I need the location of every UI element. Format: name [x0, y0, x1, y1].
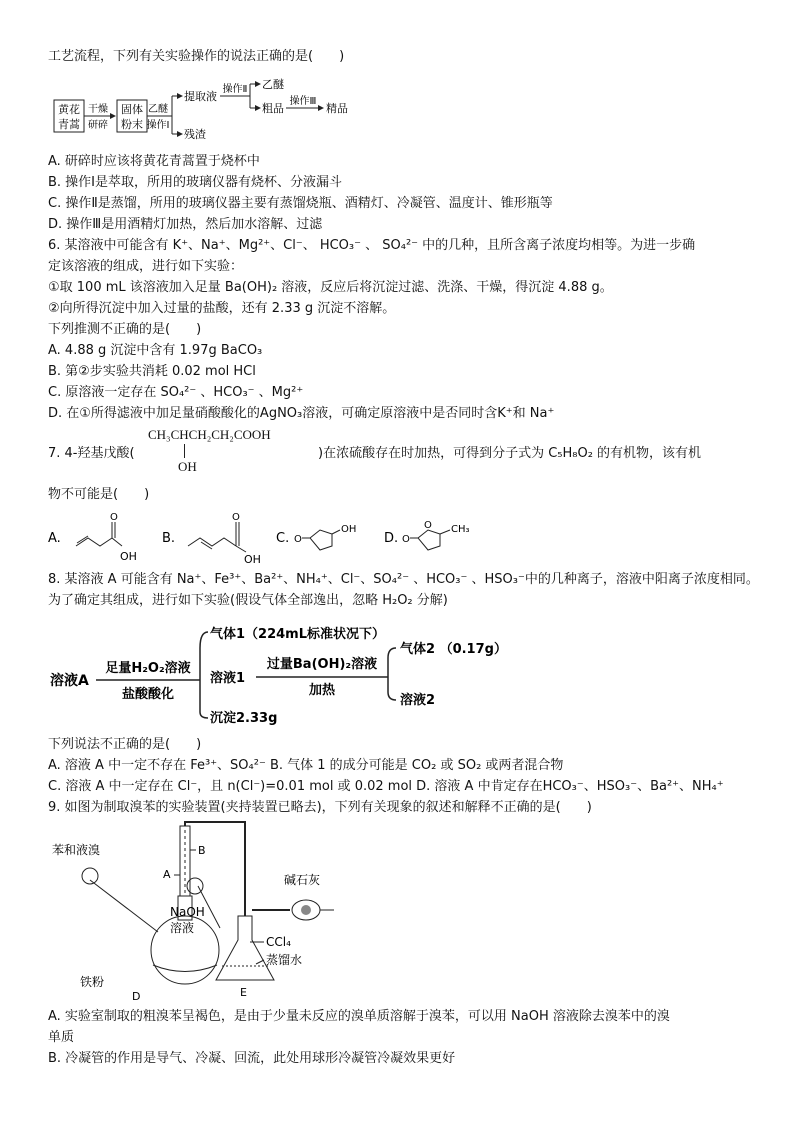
q7-option-a-o: O: [110, 512, 118, 523]
naoh-label-1: NaOH: [170, 905, 205, 919]
flow1-arrow2-top: 乙醚: [148, 104, 168, 115]
q9-option-b: B. 冷凝管的作用是导气、冷凝、回流，此处用球形冷凝管冷凝效果更好: [48, 1051, 456, 1066]
flow1-residue: 残渣: [184, 128, 206, 141]
soda-lime-label: 碱石灰: [284, 873, 321, 887]
flow1-arrow1-bottom: 研碎: [88, 120, 108, 131]
flow1-box2-top: 固体: [121, 103, 143, 116]
q7-stem-pre: 7. 4-羟基戊酸(: [48, 446, 135, 461]
flow1-arrow1-top: 干燥: [88, 104, 108, 115]
flow1-fine: 精品: [326, 102, 348, 115]
q8-options-ab: A. 溶液 A 中一定不存在 Fe³⁺、SO₄²⁻ B. 气体 1 的成分可能是 CO₂ 或 SO₂ 或两者混合物: [48, 758, 564, 773]
q9-option-a-line1: A. 实验室制取的粗溴苯呈褐色，是由于少量未反应的溴单质溶解于溴苯，可以用 NaOH 溶液除去溴苯中的溴: [48, 1009, 670, 1024]
q7-formula-oh: OH: [178, 459, 197, 474]
q8-options-cd: C. 溶液 A 中一定存在 Cl⁻，且 n(Cl⁻)=0.01 mol 或 0.02 mol D. 溶液 A 中肯定存在HCO₃⁻、HSO₃⁻、Ba²⁺、NH₄⁺: [48, 779, 724, 794]
q6-stem-line2: 定该溶液的组成，进行如下实验：: [48, 259, 244, 274]
q7-option-d-o-exo: O: [402, 534, 410, 545]
q9-stem: 9. 如图为制取溴苯的实验装置(夹持装置已略去)，下列有关现象的叙述和解释不正确的是( ): [48, 800, 592, 815]
q8-flowchart: [48, 618, 588, 728]
q8-solution2: 溶液2: [400, 693, 436, 708]
q8-stem-line1: 8. 某溶液 A 可能含有 Na⁺、Fe³⁺、Ba²⁺、NH₄⁺、Cl⁻、SO₄²⁻ 、HCO₃⁻ 、HSO₃⁻中的几种离子，溶液中阳离子浓度相同。: [48, 572, 759, 587]
condenser-a-label: A: [163, 868, 171, 881]
flow1-op2: 操作Ⅱ: [222, 84, 248, 95]
q6-step1: ①取 100 mL 该溶液加入足量 Ba(OH)₂ 溶液，反应后将沉淀过滤、洗涤、干燥，得沉淀 4.88 g。: [48, 280, 613, 295]
q7-option-c-label: C.: [276, 531, 290, 546]
flow1-arrow2-bottom: 操作Ⅰ: [146, 120, 170, 131]
q8-reagent2-bottom: 加热: [308, 683, 336, 698]
q6-option-d: D. 在①所得滤液中加足量硝酸酸化的AgNO₃溶液，可确定原溶液中是否同时含K⁺和 Na⁺: [48, 406, 555, 421]
q9-option-a-line2: 单质: [48, 1030, 75, 1045]
q7-stem-post: )在浓硫酸存在时加热，可得到分子式为 C₅H₈O₂ 的有机物，该有机: [318, 446, 702, 461]
q7-option-b-o: O: [232, 512, 240, 523]
q8-gas2: 气体2 （0.17g）: [400, 642, 507, 657]
q7-option-a-label: A.: [48, 531, 61, 546]
flow1-box2-bottom: 粉末: [121, 118, 143, 131]
flow1-op3: 操作Ⅲ: [289, 96, 317, 107]
q8-gas1: 气体1（224mL标准状况下）: [210, 627, 386, 642]
q8-question: 下列说法不正确的是( ): [48, 737, 202, 752]
q8-reagent1-bottom: 盐酸酸化: [121, 687, 175, 702]
q6-option-a: A. 4.88 g 沉淀中含有 1.97g BaCO₃: [48, 343, 263, 358]
flask-d-label: D: [132, 990, 141, 1003]
q6-step2: ②向所得沉淀中加入过量的盐酸，还有 2.33 g 沉淀不溶解。: [48, 301, 396, 316]
q8-stem-line2: 为了确定其组成，进行如下实验(假设气体全部逸出，忽略 H₂O₂ 分解): [48, 593, 448, 608]
distilled-water-label: 蒸馏水: [266, 953, 303, 967]
ccl4-label: CCl₄: [266, 935, 291, 949]
q7-option-d-label: D.: [384, 531, 399, 546]
extraction-flowchart: [50, 74, 380, 144]
q5-stem: 工艺流程，下列有关实验操作的说法正确的是( ): [48, 49, 345, 64]
q8-solution-a: 溶液A: [50, 673, 89, 689]
iron-powder-label: 铁粉: [80, 975, 105, 989]
q7-options-structures: [48, 508, 518, 566]
q5-option-a: A. 研碎时应该将黄花青蒿置于烧杯中: [48, 154, 260, 169]
q5-option-c: C. 操作Ⅱ是蒸馏，所用的玻璃仪器主要有蒸馏烧瓶、酒精灯、冷凝管、温度计、锥形瓶等: [48, 196, 553, 211]
naoh-label-2: 溶液: [170, 921, 195, 935]
bromobenzene-apparatus-diagram: [50, 820, 380, 1005]
flow1-box1-bottom: 青蒿: [58, 118, 80, 131]
q8-solution1: 溶液1: [210, 671, 246, 686]
flask-e-label: E: [240, 986, 247, 999]
condenser-b-label: B: [198, 844, 206, 857]
q7-option-b-label: B.: [162, 531, 176, 546]
q6-option-b: B. 第②步实验共消耗 0.02 mol HCl: [48, 364, 256, 379]
q7-option-c-oh: OH: [341, 524, 357, 535]
q8-precipitate: 沉淀2.33g: [210, 711, 278, 726]
q6-option-c: C. 原溶液一定存在 SO₄²⁻ 、HCO₃⁻ 、Mg²⁺: [48, 385, 304, 400]
q6-question: 下列推测不正确的是( ): [48, 322, 202, 337]
flow1-extract: 提取液: [184, 90, 217, 103]
flow1-crude: 粗品: [262, 102, 284, 115]
q8-reagent1-top: 足量H₂O₂溶液: [105, 661, 191, 676]
q7-formula-main: CH₃CHCH₂CH₂COOH: [148, 427, 271, 442]
q7-option-a-oh: OH: [120, 550, 137, 563]
q5-option-d: D. 操作Ⅲ是用酒精灯加热，然后加水溶解、过滤: [48, 217, 323, 232]
flow1-ether: 乙醚: [262, 78, 284, 91]
q7-stem-line2: 物不可能是( ): [48, 487, 150, 502]
flow1-box1-top: 黄花: [58, 103, 80, 116]
q8-reagent2-top: 过量Ba(OH)₂溶液: [266, 657, 378, 672]
q7-option-c-o: O: [294, 534, 302, 545]
q5-option-b: B. 操作Ⅰ是萃取，所用的玻璃仪器有烧杯、分液漏斗: [48, 175, 343, 190]
q6-stem-line1: 6. 某溶液中可能含有 K⁺、Na⁺、Mg²⁺、Cl⁻、 HCO₃⁻ 、 SO₄²⁻ 中的几种，且所含离子浓度均相等。为进一步确: [48, 238, 696, 253]
q7-formula-bond: [184, 444, 185, 458]
q7-option-b-oh: OH: [244, 553, 261, 566]
q7-option-d-ch3: CH₃: [451, 524, 470, 535]
q7-option-d-o-ring: O: [424, 520, 432, 531]
benzene-bromine-label: 苯和液溴: [52, 843, 101, 857]
